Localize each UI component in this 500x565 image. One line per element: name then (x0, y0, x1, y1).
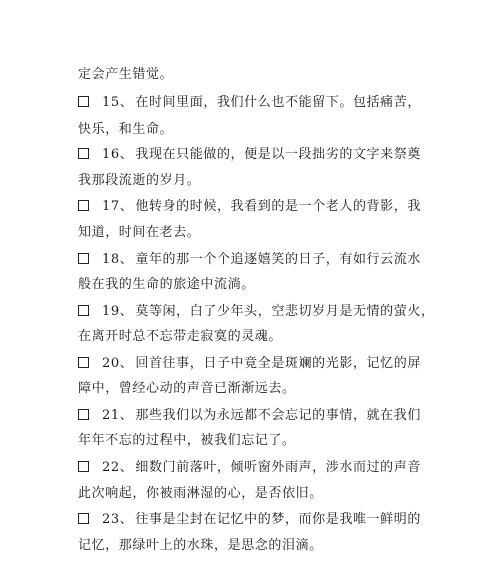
checkbox-icon (78, 148, 89, 159)
text-line: 快乐，和生命。 (78, 122, 174, 137)
list-item-16: 16、 我现在只能做的，便是以一段拙劣的文字来祭奠 (78, 146, 438, 163)
checkbox-icon (78, 305, 89, 316)
checkbox-icon (78, 96, 89, 107)
text-line: 记忆，那绿叶上的水珠，是思念的泪滴。 (78, 538, 323, 553)
list-item-23: 23、 往事是尘封在记忆中的梦，而你是我唯一鲜明的 (78, 511, 438, 528)
list-item-18: 18、 童年的那一个个追逐嬉笑的日子，有如行云流水 (78, 251, 438, 268)
checkbox-icon (78, 253, 89, 264)
text-line: 般在我的生命的旅途中流淌。 (78, 277, 255, 292)
checkbox-icon (78, 409, 89, 420)
checkbox-icon (78, 461, 89, 472)
list-item-20: 20、 回首往事，日子中竟全是斑斓的光影，记忆的屏 (78, 355, 438, 372)
list-item-17: 17、 他转身的时候，我看到的是一个老人的背影，我 (78, 198, 438, 215)
text-line: 障中，曾经心动的声音已渐渐远去。 (78, 381, 296, 396)
text-line: 知道，时间在老去。 (78, 225, 201, 240)
text-line: 年年不忘的过程中，被我们忘记了。 (78, 433, 296, 448)
text-line: 在离开时总不忘带走寂寞的灵魂。 (78, 329, 283, 344)
list-item-22: 22、 细数门前落叶，倾听窗外雨声，涉水而过的声音 (78, 459, 438, 476)
text-line: 此次响起，你被雨淋湿的心，是否依旧。 (78, 486, 323, 501)
list-item-21: 21、 那些我们以为永远都不会忘记的事情，就在我们 (78, 407, 438, 424)
text-line: 定会产生错觉。 (78, 67, 174, 82)
checkbox-icon (78, 357, 89, 368)
checkbox-icon (78, 200, 89, 211)
list-item-19: 19、 莫等闲，白了少年头，空悲切岁月是无情的萤火， (78, 303, 438, 320)
checkbox-icon (78, 513, 89, 524)
list-item-15: 15、 在时间里面，我们什么也不能留下。包括痛苦， (78, 94, 438, 111)
text-line: 我那段流逝的岁月。 (78, 173, 201, 188)
